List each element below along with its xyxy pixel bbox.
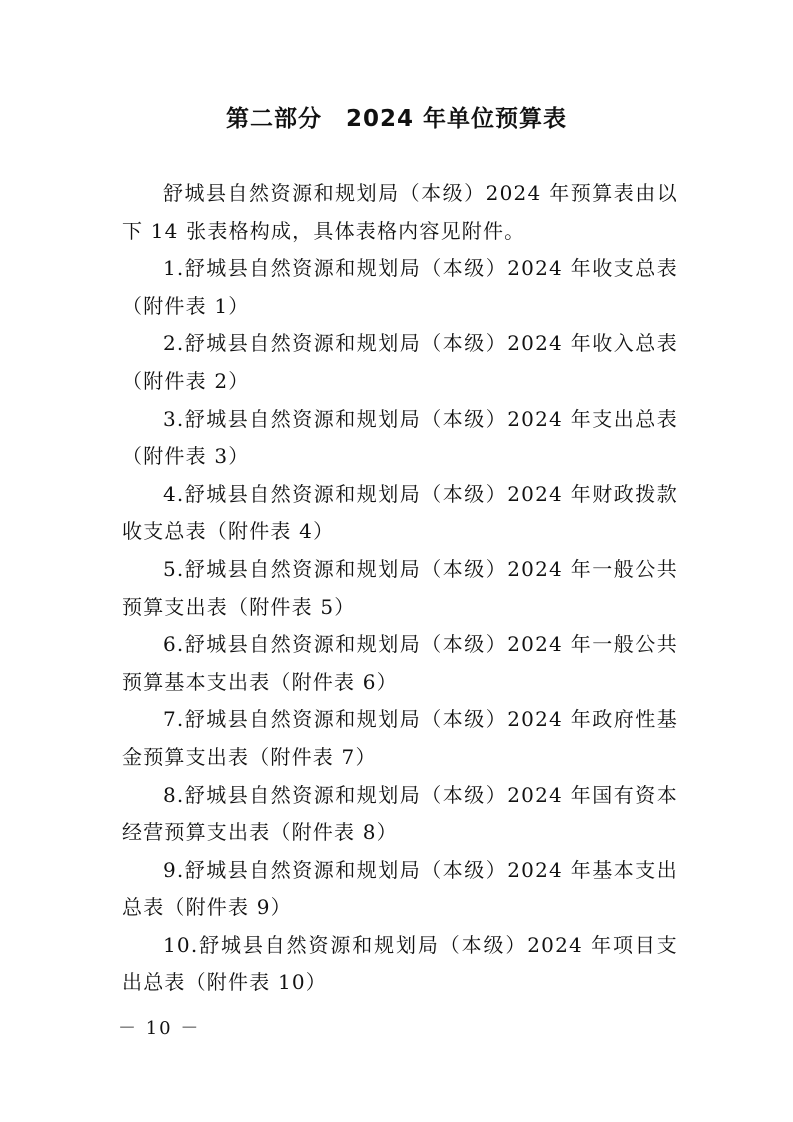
list-item: 4.舒城县自然资源和规划局（本级）2024 年财政拨款收支总表（附件表 4）: [122, 481, 678, 544]
list-item: 6.舒城县自然资源和规划局（本级）2024 年一般公共预算基本支出表（附件表 6）: [122, 632, 678, 694]
list-item: 5.舒城县自然资源和规划局（本级）2024 年一般公共预算支出表（附件表 5）: [122, 556, 678, 619]
list-item: 1.舒城县自然资源和规划局（本级）2024 年收支总表（附件表 1）: [122, 256, 678, 318]
body-text: [122, 175, 678, 1002]
list-item: 10.舒城县自然资源和规划局（本级）2024 年项目支出总表（附件表 10）: [122, 932, 678, 995]
page-title: 第二部分 2024 年单位预算表: [225, 106, 568, 132]
list-item: 9.舒城县自然资源和规划局（本级）2024 年基本支出总表（附件表 9）: [122, 857, 678, 920]
list-item: 2.舒城县自然资源和规划局（本级）2024 年收入总表（附件表 2）: [122, 331, 678, 393]
intro-paragraph: 舒城县自然资源和规划局（本级）2024 年预算表由以下 14 张表格构成，具体表格内容见附件。: [122, 181, 678, 243]
page-number: － 10 －: [118, 1018, 201, 1039]
list-item: 3.舒城县自然资源和规划局（本级）2024 年支出总表（附件表 3）: [122, 406, 678, 469]
list-item: 8.舒城县自然资源和规划局（本级）2024 年国有资本经营预算支出表（附件表 8）: [122, 782, 678, 845]
list-item: 7.舒城县自然资源和规划局（本级）2024 年政府性基金预算支出表（附件表 7）: [122, 707, 678, 769]
